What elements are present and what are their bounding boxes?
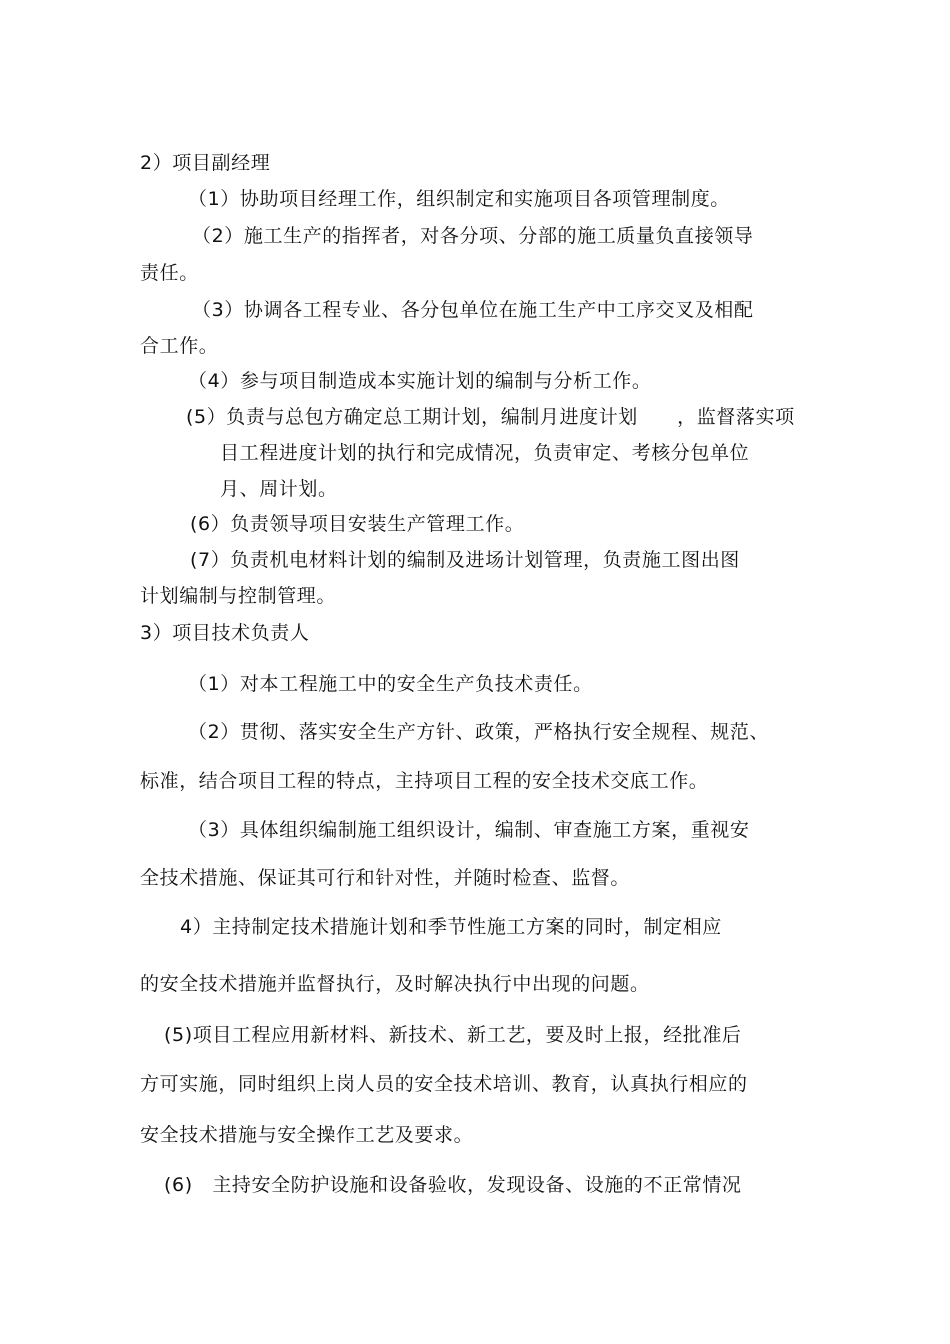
paragraph-line: 方可实施，同时组织上岗人员的安全技术培训、教育，认真执行相应的 bbox=[140, 1073, 748, 1095]
paragraph-line: 标准，结合项目工程的特点，主持项目工程的安全技术交底工作。 bbox=[140, 770, 709, 792]
paragraph-line: (5)项目工程应用新材料、新技术、新工艺，要及时上报，经批准后 bbox=[164, 1024, 742, 1046]
section-heading-deputy-manager: 2）项目副经理 bbox=[140, 152, 271, 174]
paragraph-line: 计划编制与控制管理。 bbox=[140, 585, 337, 607]
paragraph-line: 月、周计划。 bbox=[220, 478, 338, 500]
paragraph-line: 4）主持制定技术措施计划和季节性施工方案的同时，制定相应 bbox=[180, 916, 722, 938]
paragraph-line: (6) 主持安全防护设施和设备验收，发现设备、设施的不正常情况 bbox=[164, 1174, 742, 1196]
paragraph-line: (6）负责领导项目安装生产管理工作。 bbox=[190, 513, 525, 535]
paragraph-line: 的安全技术措施并监督执行，及时解决执行中出现的问题。 bbox=[140, 973, 650, 995]
paragraph-line: （2）施工生产的指挥者，对各分项、分部的施工质量负直接领导 bbox=[192, 225, 754, 247]
paragraph-line: 安全技术措施与安全操作工艺及要求。 bbox=[140, 1124, 474, 1146]
paragraph-line: 目工程进度计划的执行和完成情况，负责审定、考核分包单位 bbox=[220, 442, 750, 464]
paragraph-line: 全技术措施、保证其可行和针对性，并随时检查、监督。 bbox=[140, 867, 631, 889]
paragraph-line: （3）协调各工程专业、各分包单位在施工生产中工序交叉及相配 bbox=[192, 299, 754, 321]
paragraph-line: （4）参与项目制造成本实施计划的编制与分析工作。 bbox=[188, 370, 652, 392]
paragraph-line: (5）负责与总包方确定总工期计划，编制月进度计划 ，监督落实项 bbox=[186, 406, 795, 428]
paragraph-line: （1）对本工程施工中的安全生产负技术责任。 bbox=[188, 673, 593, 695]
paragraph-line: (7）负责机电材料计划的编制及进场计划管理，负责施工图出图 bbox=[190, 549, 740, 571]
paragraph-line: （1）协助项目经理工作，组织制定和实施项目各项管理制度。 bbox=[188, 188, 730, 210]
paragraph-line: （3）具体组织编制施工组织设计，编制、审查施工方案，重视安 bbox=[188, 819, 750, 841]
paragraph-line: 责任。 bbox=[140, 262, 199, 284]
section-heading-technical-lead: 3）项目技术负责人 bbox=[140, 622, 310, 644]
paragraph-line: （2）贯彻、落实安全生产方针、政策，严格执行安全规程、规范、 bbox=[188, 721, 770, 743]
paragraph-line: 合工作。 bbox=[140, 335, 219, 357]
